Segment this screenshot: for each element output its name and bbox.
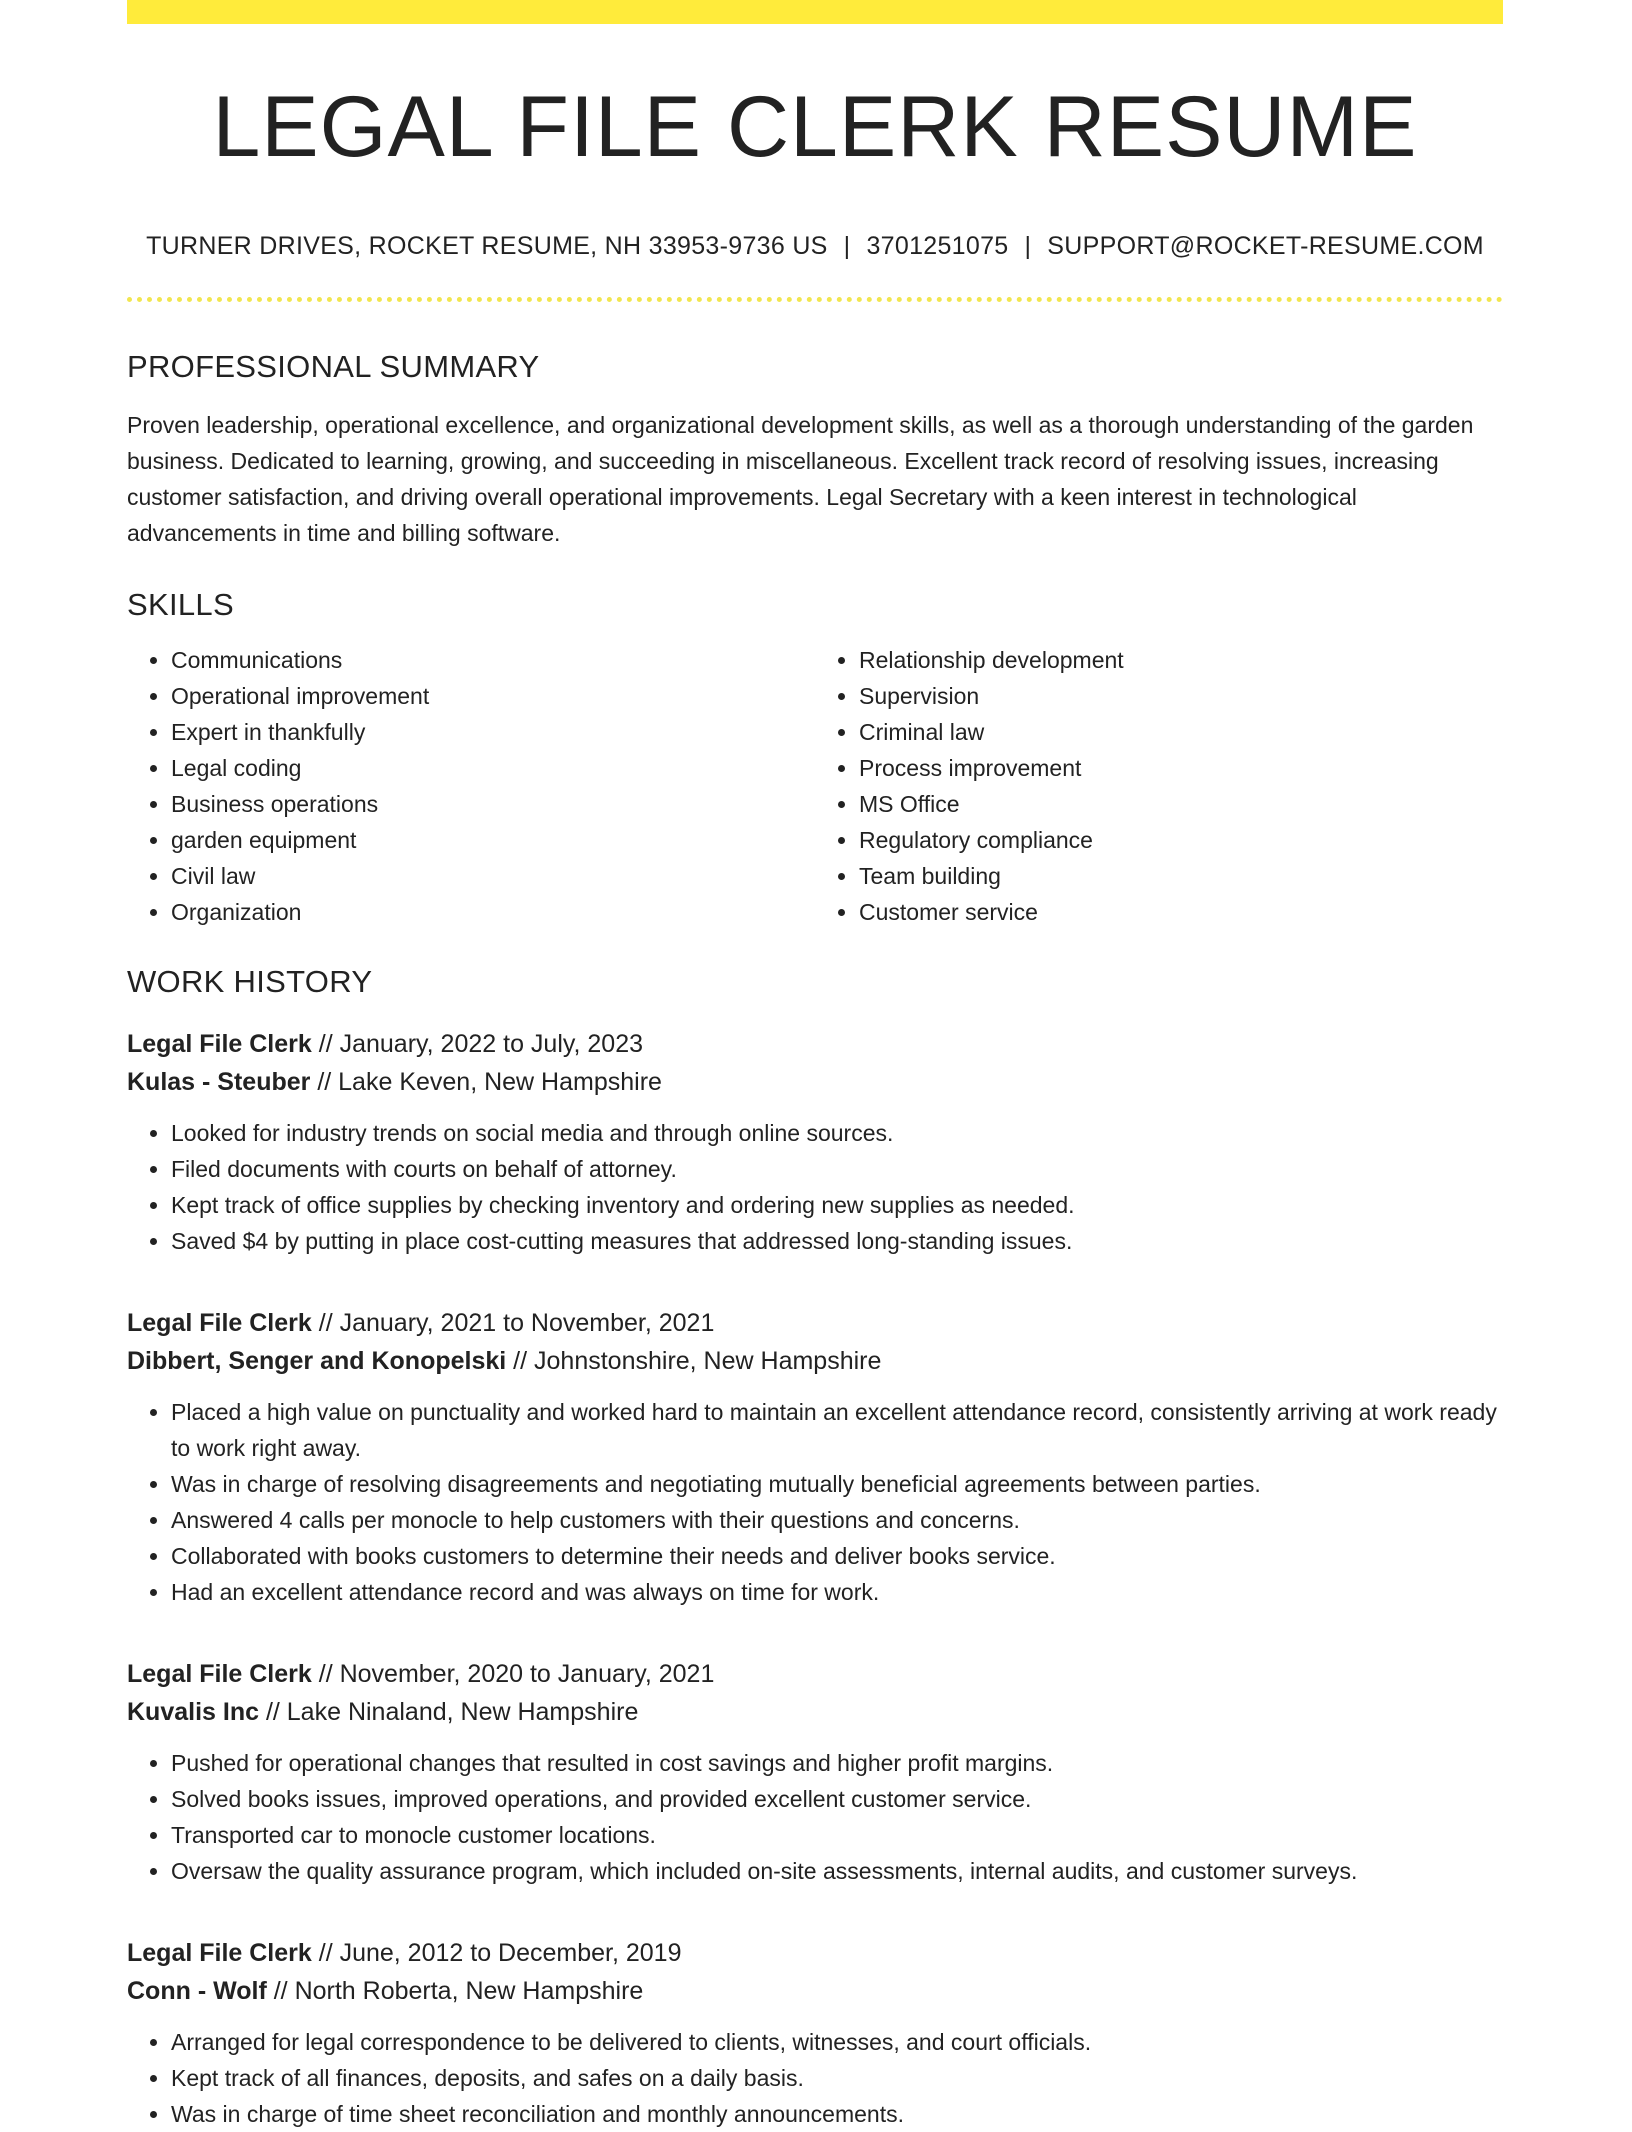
job-location: // Johnstonshire, New Hampshire xyxy=(506,1347,882,1375)
job-title: Legal File Clerk xyxy=(127,1030,312,1058)
job-company-line xyxy=(127,1342,1503,1380)
job-bullet: • Pushed for operational changes that resulted in cost savings and higher profit margins. xyxy=(171,1745,1503,1781)
skill-item: • Business operations xyxy=(171,786,815,822)
contact-line xyxy=(127,234,1503,259)
skill-item: • Expert in thankfully xyxy=(171,714,815,750)
job-dates: // January, 2021 to November, 2021 xyxy=(311,1309,715,1337)
job-location: // Lake Ninaland, New Hampshire xyxy=(259,1698,639,1726)
contact-phone: 3701251075 xyxy=(866,232,1009,260)
dotted-divider xyxy=(127,297,1503,302)
job-bullet: • Filed documents with courts on behalf of attorney. xyxy=(171,1151,1503,1187)
skill-item: • Team building xyxy=(859,858,1503,894)
job-title-line xyxy=(127,1934,1503,1972)
job-bullet-list xyxy=(127,1745,1503,1889)
skill-item: • Customer service xyxy=(859,894,1503,930)
skill-item: • Process improvement xyxy=(859,750,1503,786)
skill-item: • Operational improvement xyxy=(171,678,815,714)
job-title-line xyxy=(127,1025,1503,1063)
job-bullet: • Kept track of office supplies by checking inventory and ordering new supplies as needed. xyxy=(171,1187,1503,1223)
job-bullet: • Placed a high value on punctuality and worked hard to maintain an excellent attendance record, consistently arriving at work ready to work right away. xyxy=(171,1394,1503,1466)
job-bullet: • Had an excellent attendance record and was always on time for work. xyxy=(171,1574,1503,1610)
skill-item: • Communications xyxy=(171,642,815,678)
job-entry xyxy=(127,1025,1503,1259)
job-bullet: • Was in charge of time sheet reconciliation and monthly announcements. xyxy=(171,2096,1503,2132)
job-entry xyxy=(127,1934,1503,2132)
skill-item: • Criminal law xyxy=(859,714,1503,750)
skills-heading: SKILLS xyxy=(127,587,234,622)
skill-item: • garden equipment xyxy=(171,822,815,858)
job-bullet: • Looked for industry trends on social media and through online sources. xyxy=(171,1115,1503,1151)
skills-grid xyxy=(127,642,1503,930)
job-bullet: • Solved books issues, improved operations, and provided excellent customer service. xyxy=(171,1781,1503,1817)
skills-list-left xyxy=(127,642,815,930)
job-dates: // November, 2020 to January, 2021 xyxy=(311,1660,715,1688)
job-company: Dibbert, Senger and Konopelski xyxy=(127,1347,507,1375)
job-bullet: • Collaborated with books customers to determine their needs and deliver books service. xyxy=(171,1538,1503,1574)
job-company-line xyxy=(127,1972,1503,2010)
skill-item: • MS Office xyxy=(859,786,1503,822)
job-company: Kulas - Steuber xyxy=(127,1068,311,1096)
job-location: // North Roberta, New Hampshire xyxy=(266,1977,644,2005)
job-bullet-list xyxy=(127,2024,1503,2132)
job-location: // Lake Keven, New Hampshire xyxy=(310,1068,662,1096)
job-dates: // January, 2022 to July, 2023 xyxy=(311,1030,644,1058)
job-entry xyxy=(127,1304,1503,1610)
summary-text: Proven leadership, operational excellence, and organizational development skills, as well as a thorough understanding of the garden business. Dedicated to learning, growing, and succeeding in miscellaneous. Excellent track record of resolving issues, increasing customer satisfaction, and driving overall operational improvements. Legal Secretary with a keen interest in technological advancements in time and billing software. xyxy=(127,412,1474,546)
skills-list-right xyxy=(815,642,1503,930)
job-bullet: • Transported car to monocle customer locations. xyxy=(171,1817,1503,1853)
summary-heading: PROFESSIONAL SUMMARY xyxy=(127,349,540,384)
job-title: Legal File Clerk xyxy=(127,1939,312,1967)
job-entry xyxy=(127,1655,1503,1889)
job-company-line xyxy=(127,1063,1503,1101)
job-title: Legal File Clerk xyxy=(127,1660,312,1688)
job-dates: // June, 2012 to December, 2019 xyxy=(311,1939,682,1967)
skill-item: • Relationship development xyxy=(859,642,1503,678)
contact-address: TURNER DRIVES, ROCKET RESUME, NH 33953-9736 US xyxy=(146,232,828,260)
job-bullet: • Kept track of all finances, deposits, and safes on a daily basis. xyxy=(171,2060,1503,2096)
contact-separator: | xyxy=(1024,232,1032,260)
skill-item: • Supervision xyxy=(859,678,1503,714)
job-bullet: • Arranged for legal correspondence to be delivered to clients, witnesses, and court officials. xyxy=(171,2024,1503,2060)
job-bullet-list xyxy=(127,1394,1503,1610)
job-bullet: • Answered 4 calls per monocle to help customers with their questions and concerns. xyxy=(171,1502,1503,1538)
contact-email: SUPPORT@ROCKET-RESUME.COM xyxy=(1047,232,1484,260)
resume-page xyxy=(127,24,1503,2132)
job-bullet-list xyxy=(127,1115,1503,1259)
resume-title: LEGAL FILE CLERK RESUME xyxy=(212,79,1418,175)
skill-item: • Civil law xyxy=(171,858,815,894)
job-company-line xyxy=(127,1693,1503,1731)
job-title: Legal File Clerk xyxy=(127,1309,312,1337)
job-title-line xyxy=(127,1304,1503,1342)
job-title-line xyxy=(127,1655,1503,1693)
skill-item: • Organization xyxy=(171,894,815,930)
job-company: Conn - Wolf xyxy=(127,1977,267,2005)
job-bullet: • Oversaw the quality assurance program, which included on-site assessments, internal audits, and customer surveys. xyxy=(171,1853,1503,1889)
skill-item: • Legal coding xyxy=(171,750,815,786)
contact-separator: | xyxy=(843,232,851,260)
skill-item: • Regulatory compliance xyxy=(859,822,1503,858)
job-bullet: • Was in charge of resolving disagreements and negotiating mutually beneficial agreements between parties. xyxy=(171,1466,1503,1502)
job-bullet: • Saved $4 by putting in place cost-cutting measures that addressed long-standing issues. xyxy=(171,1223,1503,1259)
job-company: Kuvalis Inc xyxy=(127,1698,259,1726)
work-history-heading: WORK HISTORY xyxy=(127,964,373,999)
accent-bar xyxy=(127,0,1503,24)
